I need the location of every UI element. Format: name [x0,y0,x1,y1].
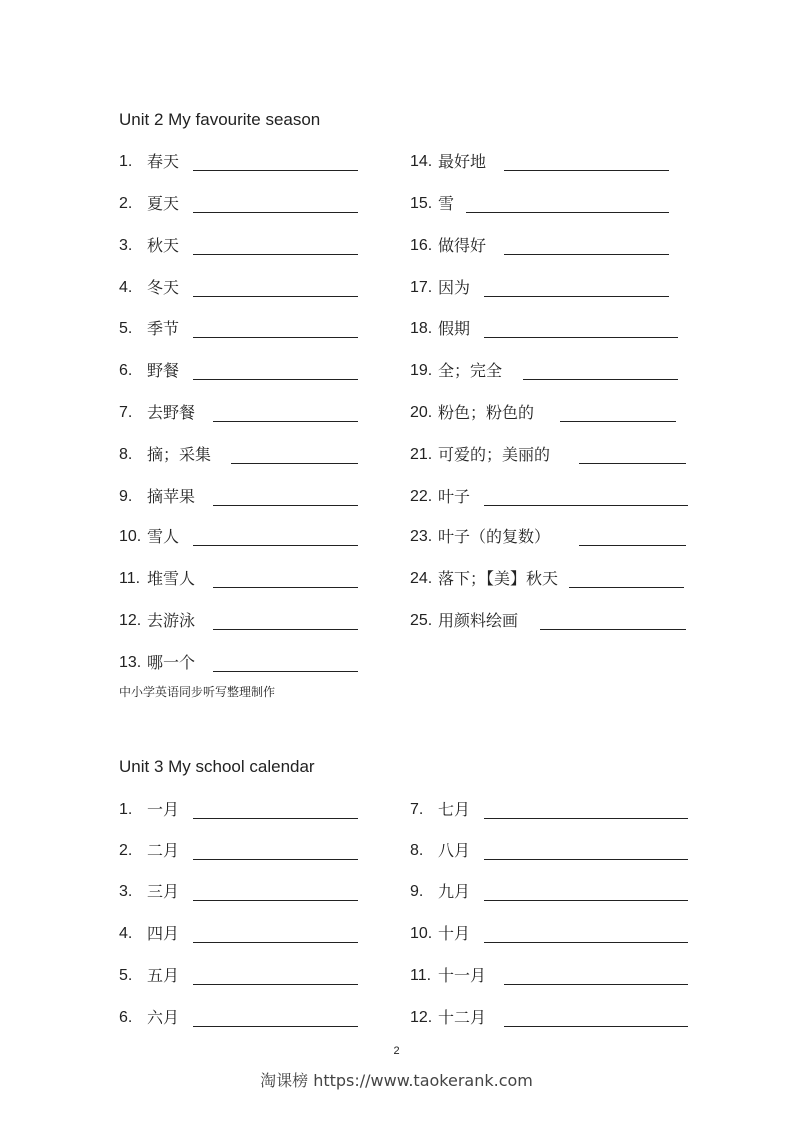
list-item [119,840,358,866]
item-prompt: 雪 [438,194,455,213]
item-number: 10. [410,925,433,942]
answer-blank[interactable] [193,900,358,901]
item-prompt: 十二月 [438,1008,487,1027]
list-item [119,151,358,177]
item-prompt: 十月 [438,924,471,943]
answer-blank[interactable] [504,1026,688,1027]
answer-blank[interactable] [540,629,686,630]
list-item [119,568,358,594]
list-item [410,923,688,949]
item-prompt: 哪一个 [147,653,196,672]
item-number: 25. [410,612,433,629]
item-prompt: 叶子 [438,487,471,506]
item-prompt: 摘苹果 [147,487,196,506]
list-item [119,799,358,825]
item-prompt: 最好地 [438,152,487,171]
item-prompt: 四月 [147,924,180,943]
item-number: 9. [410,883,424,900]
item-number: 2. [119,195,133,212]
item-number: 19. [410,362,433,379]
item-prompt: 秋天 [147,236,180,255]
item-prompt: 做得好 [438,236,487,255]
list-item [410,881,688,907]
answer-blank[interactable] [569,587,684,588]
answer-blank[interactable] [193,296,358,297]
answer-blank[interactable] [484,818,688,819]
item-number: 22. [410,488,433,505]
item-number: 6. [119,362,133,379]
list-item [410,318,678,344]
list-item [410,360,678,386]
answer-blank[interactable] [504,254,669,255]
item-number: 3. [119,237,133,254]
list-item [119,486,358,512]
item-prompt: 堆雪人 [147,569,196,588]
item-number: 5. [119,967,133,984]
item-number: 21. [410,446,433,463]
item-number: 10. [119,528,142,545]
source-note: 中小学英语同步听写整理制作 [119,685,276,699]
list-item [410,568,684,594]
item-number: 1. [119,153,133,170]
item-number: 23. [410,528,433,545]
item-number: 4. [119,279,133,296]
list-item [119,235,358,261]
answer-blank[interactable] [484,296,669,297]
item-number: 8. [410,842,424,859]
item-prompt: 十一月 [438,966,487,985]
item-prompt: 可爱的；美丽的 [438,445,551,464]
item-prompt: 雪人 [147,527,180,546]
item-number: 11. [119,570,141,587]
answer-blank[interactable] [193,942,358,943]
answer-blank[interactable] [193,170,358,171]
list-item [410,840,688,866]
item-prompt: 六月 [147,1008,180,1027]
item-number: 1. [119,801,133,818]
item-number: 4. [119,925,133,942]
list-item [119,965,358,991]
item-prompt: 三月 [147,882,180,901]
item-number: 9. [119,488,133,505]
item-prompt: 野餐 [147,361,180,380]
item-number: 7. [119,404,133,421]
list-item [119,881,358,907]
footer-watermark: 淘课榜 https://www.taokerank.com [260,1071,533,1090]
item-number: 12. [119,612,142,629]
list-item [410,193,669,219]
item-prompt: 一月 [147,800,180,819]
item-number: 13. [119,654,142,671]
answer-blank[interactable] [213,587,358,588]
answer-blank[interactable] [484,942,688,943]
item-prompt: 夏天 [147,194,180,213]
list-item [410,526,686,552]
list-item [119,444,358,470]
item-number: 12. [410,1009,433,1026]
item-prompt: 冬天 [147,278,180,297]
item-number: 14. [410,153,433,170]
item-number: 7. [410,801,424,818]
list-item [410,799,688,825]
item-prompt: 二月 [147,841,180,860]
item-prompt: 七月 [438,800,471,819]
item-prompt: 落下；【美】秋天 [438,569,559,588]
list-item [410,1007,688,1033]
page-number: 2 [393,1045,400,1057]
answer-blank[interactable] [193,545,358,546]
answer-blank[interactable] [213,421,358,422]
list-item [119,360,358,386]
item-prompt: 叶子（的复数） [438,527,551,546]
item-number: 2. [119,842,133,859]
item-prompt: 假期 [438,319,471,338]
unit3-title: Unit 3 My school calendar [119,757,315,776]
list-item [410,486,688,512]
item-prompt: 去野餐 [147,403,196,422]
answer-blank[interactable] [193,337,358,338]
item-prompt: 全；完全 [438,361,503,380]
answer-blank[interactable] [579,545,686,546]
item-number: 6. [119,1009,133,1026]
item-prompt: 因为 [438,278,471,297]
list-item [410,402,676,428]
item-prompt: 粉色；粉色的 [438,403,535,422]
list-item [119,923,358,949]
item-number: 8. [119,446,133,463]
item-number: 3. [119,883,133,900]
item-number: 18. [410,320,433,337]
list-item [410,277,669,303]
item-prompt: 五月 [147,966,180,985]
list-item [410,151,669,177]
answer-blank[interactable] [523,379,678,380]
item-prompt: 八月 [438,841,471,860]
answer-blank[interactable] [213,629,358,630]
answer-blank[interactable] [213,505,358,506]
answer-blank[interactable] [193,379,358,380]
item-prompt: 摘；采集 [147,445,212,464]
answer-blank[interactable] [484,337,678,338]
answer-blank[interactable] [193,984,358,985]
answer-blank[interactable] [466,212,669,213]
item-number: 24. [410,570,433,587]
list-item [410,235,669,261]
list-item [410,965,688,991]
item-number: 11. [410,967,432,984]
unit2-title: Unit 2 My favourite season [119,110,321,129]
answer-blank[interactable] [193,254,358,255]
list-item [119,610,358,636]
list-item [410,444,686,470]
list-item [119,193,358,219]
item-number: 5. [119,320,133,337]
list-item [119,652,358,678]
answer-blank[interactable] [213,671,358,672]
answer-blank[interactable] [504,170,669,171]
answer-blank[interactable] [504,984,688,985]
answer-blank[interactable] [193,212,358,213]
item-number: 17. [410,279,433,296]
list-item [119,526,358,552]
item-prompt: 季节 [147,319,180,338]
list-item [119,277,358,303]
answer-blank[interactable] [560,421,676,422]
item-prompt: 春天 [147,152,180,171]
list-item [119,318,358,344]
answer-blank[interactable] [193,1026,358,1027]
list-item [119,1007,358,1033]
answer-blank[interactable] [193,859,358,860]
answer-blank[interactable] [484,900,688,901]
item-prompt: 九月 [438,882,471,901]
answer-blank[interactable] [193,818,358,819]
answer-blank[interactable] [579,463,686,464]
answer-blank[interactable] [484,859,688,860]
list-item [119,402,358,428]
item-number: 20. [410,404,433,421]
list-item [410,610,686,636]
item-prompt: 用颜料绘画 [438,611,519,630]
item-number: 16. [410,237,433,254]
answer-blank[interactable] [231,463,358,464]
item-number: 15. [410,195,433,212]
item-prompt: 去游泳 [147,611,196,630]
answer-blank[interactable] [484,505,688,506]
